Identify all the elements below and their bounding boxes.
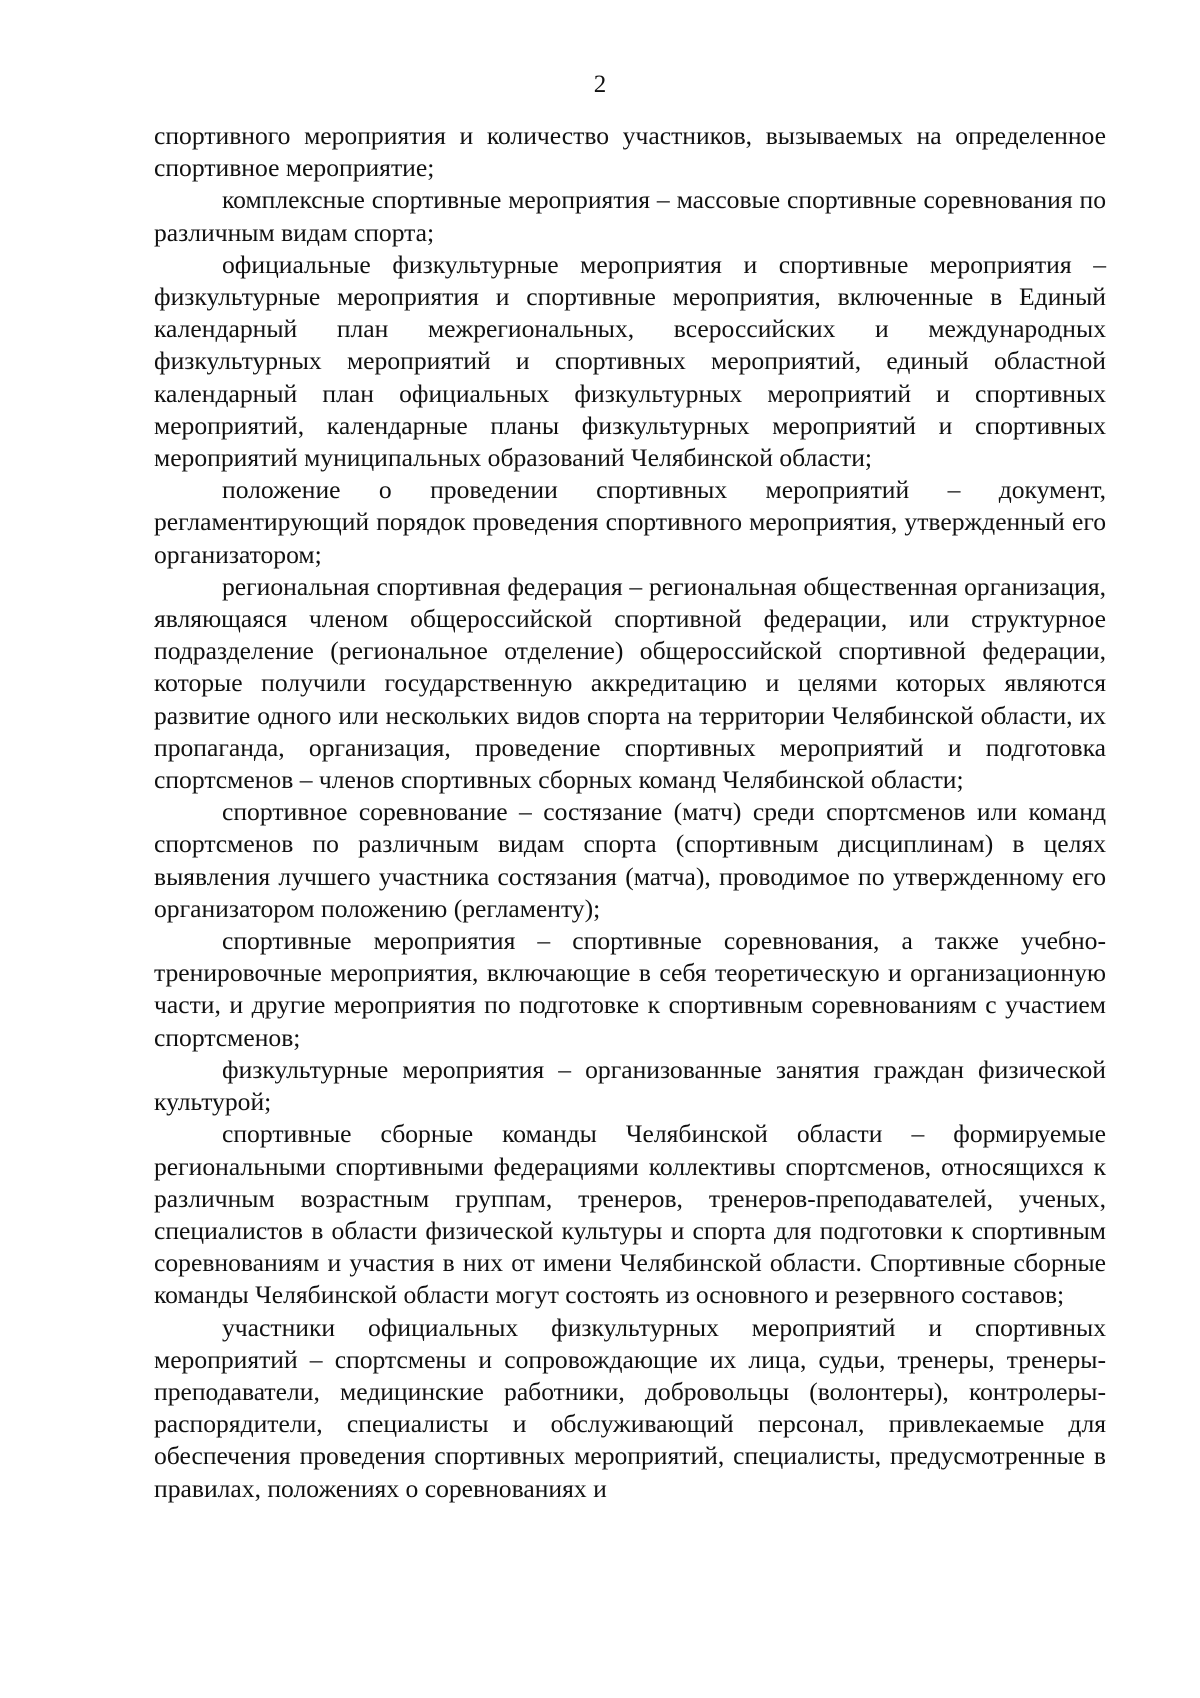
paragraph-definition: спортивные мероприятия – спортивные соревнования, а также учебно-тренировочные мероприятия, включающие в себя теоретическую и организационную части, и другие мероприятия по подготовке к спортивным соревнованиям с участием спортсменов; (154, 926, 1106, 1052)
page-number: 2 (593, 71, 607, 98)
paragraph-definition: положение о проведении спортивных мероприятий – документ, регламентирующий порядок проведения спортивного мероприятия, утвержденный его организатором; (154, 475, 1106, 569)
paragraph-definition: спортивное соревнование – состязание (матч) среди спортсменов или команд спортсменов по различным видам спорта (спортивным дисциплинам) в целях выявления лучшего участника состязания (матча), проводимое по утвержденному его организатором положению (регламенту); (154, 797, 1106, 923)
paragraph-continuation: спортивного мероприятия и количество участников, вызываемых на определенное спортивное мероприятие; (154, 121, 1106, 183)
paragraph-definition: участники официальных физкультурных мероприятий и спортивных мероприятий – спортсмены и сопровождающие их лица, судьи, тренеры, тренеры-преподаватели, медицинские работники, добровольцы (волонтеры), контролеры-распорядители, специалисты и обслуживающий персонал, привлекаемые для обеспечения проведения спортивных мероприятий, специалисты, предусмотренные в правилах, положениях о соревнованиях и (154, 1312, 1106, 1503)
paragraph-definition: спортивные сборные команды Челябинской области – формируемые региональными спортивными федерациями коллективы спортсменов, относящихся к различным возрастным группам, тренеров, тренеров-преподавателей, ученых, специалистов в области физической культуры и спорта для подготовки к спортивным соревнованиям и участия в них от имени Челябинской области. Спортивные сборные команды Челябинской области могут состоять из основного и резервного составов; (154, 1119, 1106, 1310)
document-body (154, 120, 1106, 1505)
paragraph-definition: комплексные спортивные мероприятия – массовые спортивные соревнования по различным видам спорта; (154, 185, 1106, 247)
paragraph-definition: официальные физкультурные мероприятия и спортивные мероприятия – физкультурные мероприятия и спортивные мероприятия, включенные в Единый календарный план межрегиональных, всероссийских и международных физкультурных мероприятий и спортивных мероприятий, единый областной календарный план официальных физкультурных мероприятий и спортивных мероприятий, календарные планы физкультурных мероприятий и спортивных мероприятий муниципальных образований Челябинской области; (154, 249, 1106, 473)
paragraph-definition: физкультурные мероприятия – организованные занятия граждан физической культурой; (154, 1054, 1106, 1117)
paragraph-definition: региональная спортивная федерация – региональная общественная организация, являющаяся членом общероссийской спортивной федерации, или структурное подразделение (региональное отделение) общероссийской спортивной федерации, которые получили государственную аккредитацию и целями которых являются развитие одного или нескольких видов спорта на территории Челябинской области, их пропаганда, организация, проведение спортивных мероприятий и подготовка спортсменов – членов спортивных сборных команд Челябинской области; (154, 571, 1106, 795)
